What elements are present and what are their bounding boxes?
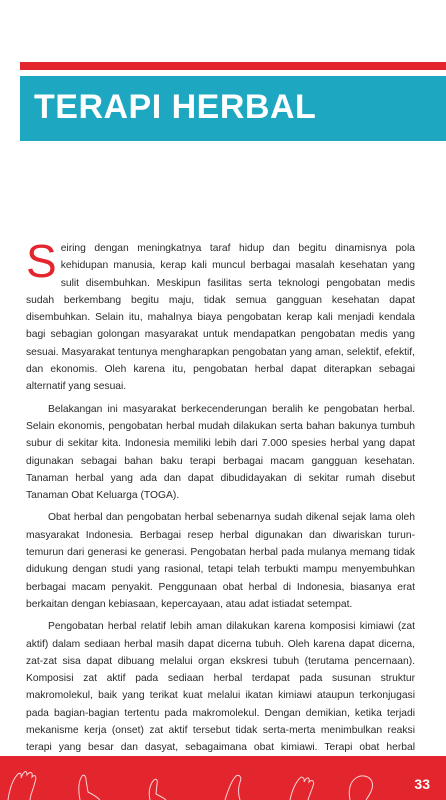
page-title: TERAPI HERBAL	[34, 88, 317, 126]
article-body	[26, 235, 415, 779]
footer-band	[0, 756, 446, 800]
paragraph-1-text: eiring dengan meningkatnya taraf hidup dan begitu dinamisnya pola kehidupan manusia, kerap kali muncul berbagai masalah kesehatan yang sulit disembuhkan. Meskipun fasilitas serta teknologi pengobatan medis sudah berkembang begitu maju, tidak semua gangguan kesehatan dapat disembuhkan. Selain itu, mahalnya biaya pengobatan kerap kali menjadi kendala bagi sebagian golongan masyarakat untuk mendapatkan pengobatan medis yang sesuai. Masyarakat tentunya mengharapkan pengobatan yang aman, selektif, efektif, dan ekonomis. Oleh karena itu, pengobatan herbal dapat diterapkan sebagai alternatif yang sesuai.	[26, 243, 415, 393]
footer-decoration	[0, 756, 446, 800]
foot-sketch-icon	[79, 775, 100, 800]
title-banner	[20, 76, 446, 141]
paragraph-2: Belakangan ini masyarakat berkecenderungan beralih ke pengobatan herbal. Selain ekonomis, pengobatan herbal mudah dilakukan serta bahan bakunya tumbuh subur di sekitar kita. Indonesia memiliki lebih dari 7.000 spesies herbal yang dapat digunakan sebagai bahan baku terapi berbagai macam gangguan kesehatan. Tanaman herbal yang ada dan dapat dibudidayakan di sekitar rumah disebut Tanaman Obat Keluarga (TOGA).	[26, 403, 415, 502]
paragraph-4: Pengobatan herbal relatif lebih aman dilakukan karena komposisi kimiawi (zat aktif) dalam sediaan herbal masih dapat dicerna tubuh. Oleh karena dapat dicerna, zat-zat sisa dapat dibuang melalui organ ekskresi tubuh (terutama pencernaan). Komposisi zat aktif pada sediaan herbal terdapat pada susunan struktur makromolekul, baik yang terikat kuat melalui ikatan kimiawi ataupun terkonjugasi pada bagian-bagian tertentu pada makromolekul. Dengan demikian, ketika terjadi mekanisme kerja (onset) zat aktif tersebut tidak serta-merta menimbulkan reaksi terapi yang besar dan dasyat, sebagaimana obat kimiawi. Terapi obat herbal	[26, 621, 415, 754]
fist-sketch-icon	[349, 776, 372, 800]
drop-cap: S	[26, 235, 57, 287]
hand-sketch-icon-2	[290, 777, 314, 800]
page-number: 33	[414, 776, 430, 792]
leg-sketch-icon	[225, 775, 241, 800]
paragraph-1	[26, 235, 415, 396]
header-red-rule	[20, 62, 446, 70]
paragraph-3: Obat herbal dan pengobatan herbal sebenarnya sudah dikenal sejak lama oleh masyarakat Indonesia. Berbagai resep herbal digunakan dan diwariskan turun-temurun dari generasi ke generasi. Pengobatan herbal pada mulanya memang tidak didukung dengan studi yang rasional, tetapi telah terbukti mampu menyembuhkan berbagai macam penyakit. Penggunaan obat herbal di Indonesia, biasanya erat berkaitan dengan kebiasaan, kepercayaan, atau adat istiadat setempat.	[26, 512, 415, 610]
hand-sketch-icon	[8, 772, 36, 800]
foot-sketch-icon-2	[149, 779, 166, 800]
